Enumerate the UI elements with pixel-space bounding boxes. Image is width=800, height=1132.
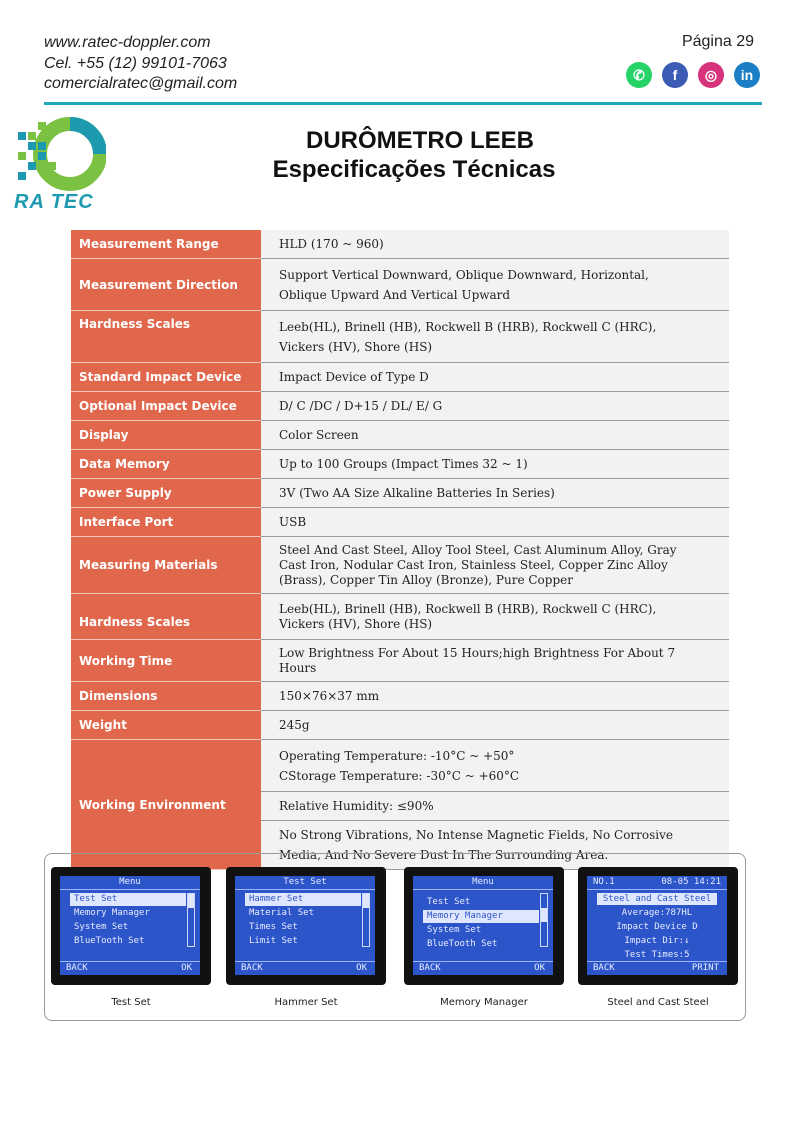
spec-value-line: Vickers (HV), Shore (HS) bbox=[279, 616, 433, 631]
logo-text: RA TEC bbox=[14, 191, 94, 213]
device-screen bbox=[404, 867, 564, 985]
table-row bbox=[71, 479, 729, 508]
lcd-times-line: Test Times:5 bbox=[624, 950, 690, 960]
table-row bbox=[71, 450, 729, 479]
lcd-display bbox=[413, 876, 553, 975]
spec-value: Impact Device of Type D bbox=[261, 363, 729, 392]
lcd-menu-item: Test Set bbox=[70, 893, 186, 906]
spec-label: Working Time bbox=[71, 640, 261, 682]
spec-label: Measurement Direction bbox=[71, 259, 261, 311]
lcd-menu-item: Times Set bbox=[249, 922, 298, 932]
spec-label: Hardness Scales bbox=[71, 594, 261, 640]
facebook-icon[interactable]: f bbox=[662, 62, 688, 88]
spec-value bbox=[261, 259, 729, 311]
lcd-ok-label: OK bbox=[534, 963, 545, 973]
lcd-menu-item: BlueTooth Set bbox=[427, 939, 498, 949]
spec-value bbox=[261, 311, 729, 363]
spec-table bbox=[71, 230, 729, 870]
spec-value: HLD (170 ~ 960) bbox=[261, 230, 729, 259]
page-subtitle: Especificações Técnicas bbox=[272, 156, 556, 183]
spec-label: Hardness Scales bbox=[71, 311, 261, 363]
lcd-scrollbar bbox=[187, 893, 195, 947]
lcd-footer bbox=[587, 961, 727, 975]
lcd-device-line: Impact Device D bbox=[616, 922, 698, 932]
spec-value-line: CStorage Temperature: -30°C ~ +60°C bbox=[279, 768, 520, 783]
table-row bbox=[71, 311, 729, 363]
lcd-scrollbar bbox=[362, 893, 370, 947]
spec-value-line: Low Brightness For About 15 Hours;high Brightness For About 7 bbox=[279, 645, 676, 660]
spec-label: Measurement Range bbox=[71, 230, 261, 259]
lcd-average-line: Average:787HL bbox=[621, 908, 693, 918]
lcd-header bbox=[587, 876, 727, 890]
table-row bbox=[71, 230, 729, 259]
lcd-back-label: BACK bbox=[241, 963, 263, 973]
lcd-display bbox=[587, 876, 727, 975]
lcd-scrollbar bbox=[540, 893, 548, 947]
spec-value-line: Hours bbox=[279, 660, 317, 675]
spec-label: Weight bbox=[71, 711, 261, 740]
lcd-header: Menu bbox=[413, 876, 553, 890]
lcd-menu-item: System Set bbox=[74, 922, 129, 932]
device-screen bbox=[578, 867, 738, 985]
lcd-ok-label: OK bbox=[356, 963, 367, 973]
whatsapp-icon[interactable]: ✆ bbox=[626, 62, 652, 88]
spec-value: Color Screen bbox=[261, 421, 729, 450]
lcd-display bbox=[60, 876, 200, 975]
page-title: DURÔMETRO LEEB bbox=[306, 127, 534, 154]
spec-label: Interface Port bbox=[71, 508, 261, 537]
lcd-menu-item: Test Set bbox=[427, 897, 471, 907]
spec-label: Dimensions bbox=[71, 682, 261, 711]
lcd-menu-item: Limit Set bbox=[249, 936, 298, 946]
table-row bbox=[71, 740, 729, 792]
email-link[interactable]: comercialratec@gmail.com bbox=[44, 75, 238, 92]
spec-value-line: Steel And Cast Steel, Alloy Tool Steel, Cast Aluminum Alloy, Gray bbox=[279, 542, 677, 557]
screen-caption: Steel and Cast Steel bbox=[607, 997, 709, 1008]
lcd-menu-item: Material Set bbox=[249, 908, 315, 918]
spec-label: Working Environment bbox=[71, 740, 261, 870]
screen-caption: Hammer Set bbox=[274, 997, 338, 1008]
spec-value: 150×76×37 mm bbox=[261, 682, 729, 711]
lcd-ok-label: OK bbox=[181, 963, 192, 973]
header-divider bbox=[44, 102, 762, 105]
lcd-menu-item: Hammer Set bbox=[245, 893, 361, 906]
website-link[interactable]: www.ratec-doppler.com bbox=[44, 34, 211, 51]
lcd-menu-item: System Set bbox=[427, 925, 482, 935]
spec-label: Optional Impact Device bbox=[71, 392, 261, 421]
lcd-header: Menu bbox=[60, 876, 200, 890]
table-row bbox=[71, 508, 729, 537]
device-screen bbox=[51, 867, 211, 985]
lcd-print-label: PRINT bbox=[691, 963, 719, 973]
lcd-footer bbox=[235, 961, 375, 975]
spec-label: Display bbox=[71, 421, 261, 450]
table-row bbox=[71, 537, 729, 594]
lcd-direction-line: Impact Dir:↓ bbox=[624, 936, 690, 946]
spec-value: USB bbox=[261, 508, 729, 537]
spec-value-line: Operating Temperature: -10°C ~ +50° bbox=[279, 748, 515, 763]
social-icons bbox=[626, 62, 760, 88]
table-row bbox=[71, 363, 729, 392]
spec-value-line: (Brass), Copper Tin Alloy (Bronze), Pure Copper bbox=[279, 572, 573, 587]
spec-value-line: Leeb(HL), Brinell (HB), Rockwell B (HRB), Rockwell C (HRC), bbox=[279, 319, 657, 334]
instagram-icon[interactable]: ◎ bbox=[698, 62, 724, 88]
lcd-footer bbox=[60, 961, 200, 975]
lcd-menu-item: Memory Manager bbox=[74, 908, 150, 918]
table-row bbox=[71, 421, 729, 450]
spec-value-line: Oblique Upward And Vertical Upward bbox=[279, 287, 511, 302]
screen-caption: Memory Manager bbox=[440, 997, 528, 1008]
lcd-menu-item: BlueTooth Set bbox=[74, 936, 145, 946]
page-number: Página 29 bbox=[681, 33, 754, 50]
spec-value: D/ C /DC / D+15 / DL/ E/ G bbox=[261, 392, 729, 421]
lcd-footer bbox=[413, 961, 553, 975]
spec-value: 245g bbox=[261, 711, 729, 740]
device-screen bbox=[226, 867, 386, 985]
linkedin-icon[interactable]: in bbox=[734, 62, 760, 88]
table-row bbox=[71, 640, 729, 682]
spec-value bbox=[261, 740, 729, 792]
table-row bbox=[71, 259, 729, 311]
screen-caption: Test Set bbox=[111, 997, 151, 1008]
spec-value: Up to 100 Groups (Impact Times 32 ~ 1) bbox=[261, 450, 729, 479]
spec-label: Standard Impact Device bbox=[71, 363, 261, 392]
table-row bbox=[71, 392, 729, 421]
spec-label: Measuring Materials bbox=[71, 537, 261, 594]
lcd-timestamp: 08-05 14:21 bbox=[661, 877, 721, 887]
spec-value-line: Media, And No Severe Dust In The Surrounding Area. bbox=[279, 848, 609, 862]
spec-value bbox=[261, 640, 729, 682]
spec-value-line: Leeb(HL), Brinell (HB), Rockwell B (HRB), Rockwell C (HRC), bbox=[279, 601, 657, 616]
lcd-menu-item: Memory Manager bbox=[423, 910, 539, 923]
table-row bbox=[71, 594, 729, 640]
contact-block bbox=[44, 33, 237, 95]
spec-value: 3V (Two AA Size Alkaline Batteries In Series) bbox=[261, 479, 729, 508]
lcd-material-line: Steel and Cast Steel bbox=[597, 893, 717, 905]
spec-value-line: Support Vertical Downward, Oblique Downward, Horizontal, bbox=[279, 267, 649, 282]
phone-number: Cel. +55 (12) 99101-7063 bbox=[44, 54, 227, 72]
spec-label: Data Memory bbox=[71, 450, 261, 479]
lcd-back-label: BACK bbox=[66, 963, 88, 973]
lcd-back-label: BACK bbox=[419, 963, 441, 973]
spec-value-line: No Strong Vibrations, No Intense Magnetic Fields, No Corrosive bbox=[279, 828, 674, 842]
spec-label: Power Supply bbox=[71, 479, 261, 508]
table-row bbox=[71, 711, 729, 740]
spec-value-line: Cast Iron, Nodular Cast Iron, Stainless Steel, Copper Zinc Alloy bbox=[279, 557, 668, 572]
lcd-display bbox=[235, 876, 375, 975]
lcd-header: Test Set bbox=[235, 876, 375, 890]
spec-value: Relative Humidity: ≤90% bbox=[261, 792, 729, 821]
table-row bbox=[71, 682, 729, 711]
spec-value bbox=[261, 594, 729, 640]
spec-value bbox=[261, 537, 729, 594]
lcd-back-label: BACK bbox=[593, 963, 615, 973]
lcd-record-number: NO.1 bbox=[593, 877, 615, 887]
spec-value-line: Vickers (HV), Shore (HS) bbox=[279, 339, 433, 354]
